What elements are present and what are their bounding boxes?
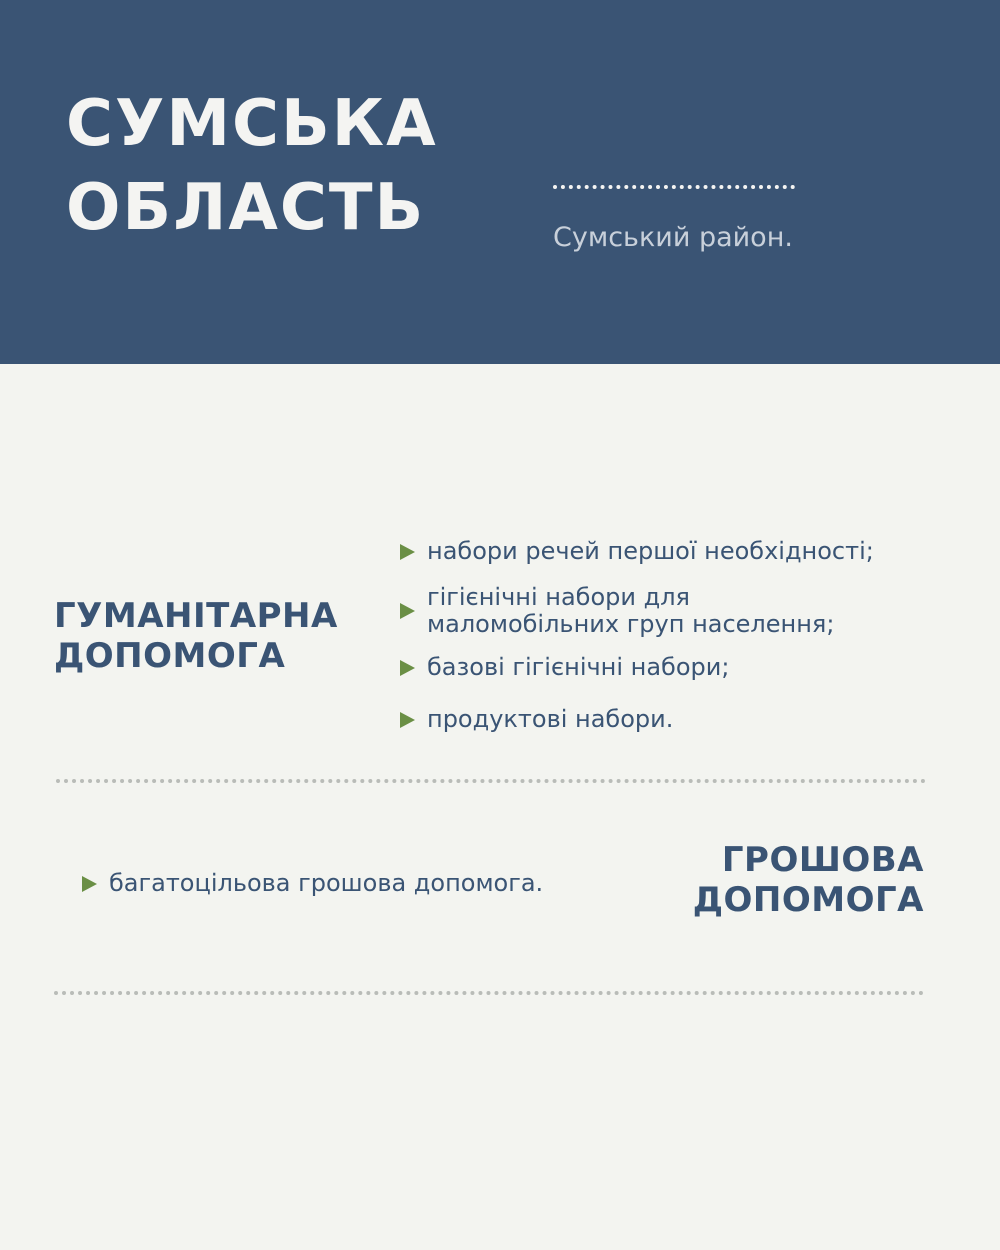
list-item-line: набори речей першої необхідності; (427, 537, 874, 565)
list-item-text (427, 654, 729, 681)
humanitarian-title-line1: ГУМАНІТАРНА (54, 596, 338, 636)
cash-title-line1: ГРОШОВА (721, 840, 924, 880)
list-item-line: маломобільних груп населення; (427, 610, 835, 638)
header-dotted-divider (553, 185, 795, 189)
cash-aid-list (82, 866, 642, 906)
humanitarian-aid-list (400, 534, 960, 744)
triangle-arrow-icon (400, 660, 415, 676)
section-dotted-divider (56, 779, 926, 783)
cash-title-line2: ДОПОМОГА (692, 880, 924, 920)
list-item-text (427, 584, 834, 638)
triangle-arrow-icon (400, 712, 415, 728)
humanitarian-title-line2: ДОПОМОГА (54, 636, 286, 676)
header-banner (0, 0, 1000, 364)
triangle-arrow-icon (400, 603, 415, 619)
list-item-line: гігієнічні набори для (427, 583, 690, 611)
list-item-text (109, 870, 543, 897)
humanitarian-aid-title (54, 596, 338, 676)
list-item-text (427, 706, 673, 733)
triangle-arrow-icon (82, 876, 97, 892)
list-item-line: багатоцільова грошова допомога. (109, 869, 544, 897)
district-name: Сумський район. (553, 222, 793, 253)
list-item (400, 706, 673, 733)
cash-aid-title (693, 840, 924, 920)
list-item (400, 654, 729, 681)
region-title-line1: СУМСЬКА (66, 87, 438, 161)
list-item-line: продуктові набори. (427, 705, 674, 733)
list-item-line: базові гігієнічні набори; (427, 653, 730, 681)
region-title-line2: ОБЛАСТЬ (66, 171, 426, 245)
region-title (66, 82, 438, 250)
list-item (400, 538, 874, 565)
triangle-arrow-icon (400, 544, 415, 560)
section-dotted-divider (54, 991, 924, 995)
list-item (82, 870, 543, 897)
list-item (400, 584, 834, 638)
list-item-text (427, 538, 874, 565)
